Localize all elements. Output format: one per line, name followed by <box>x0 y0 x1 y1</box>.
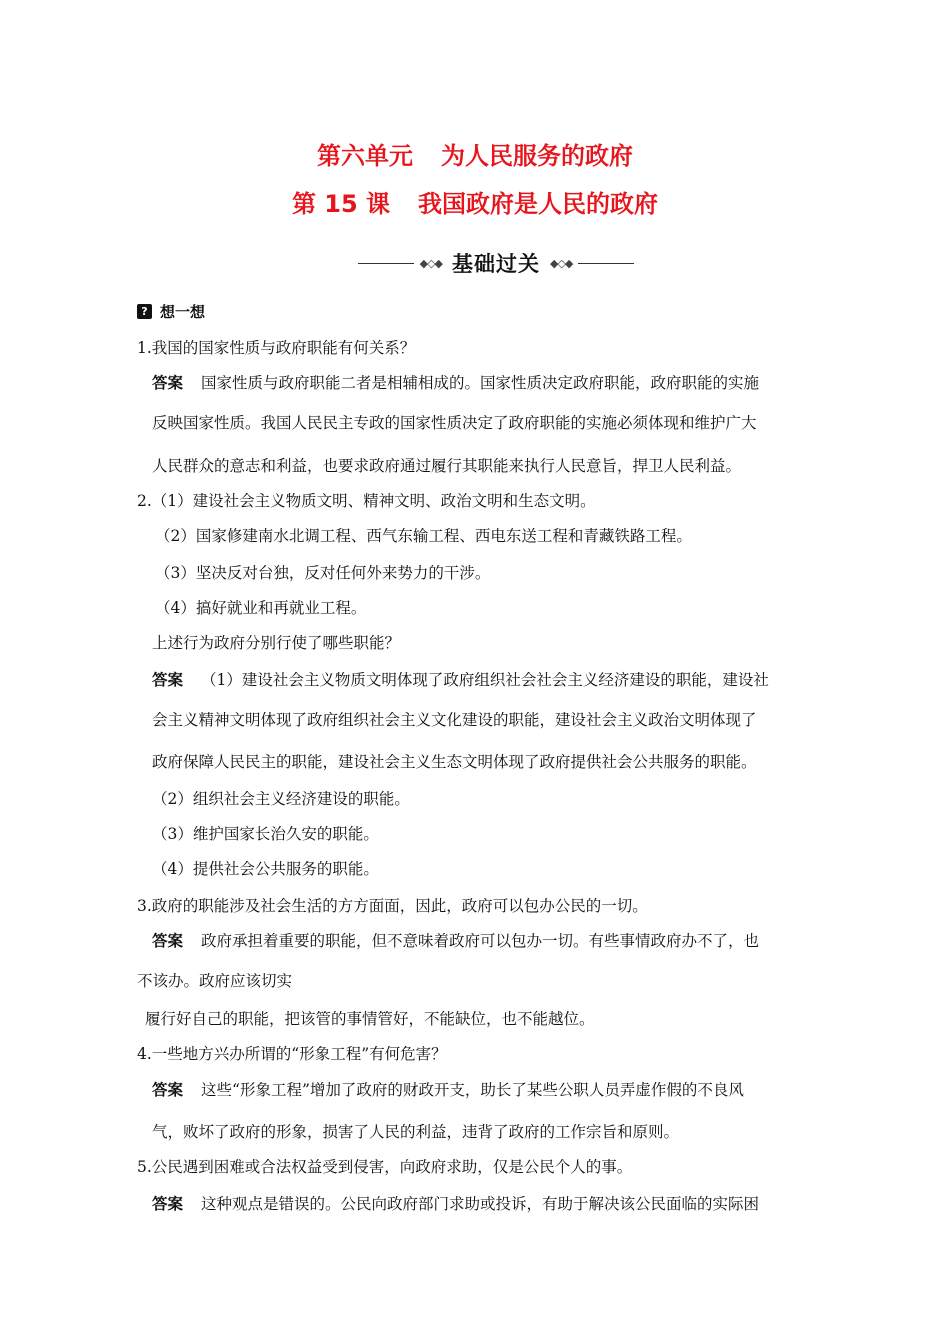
answer-3-line-3: 履行好自己的职能，把该管的事情管好，不能缺位，也不能越位。 <box>145 1010 595 1028</box>
question-1: 1.我国的国家性质与政府职能有何关系？ <box>137 339 416 357</box>
answer-4-line-2: 气，败坏了政府的形象，损害了人民的利益，违背了政府的工作宗旨和原则。 <box>152 1123 680 1141</box>
answer-5-line-1: 答案 这种观点是错误的。公民向政府部门求助或投诉，有助于解决该公民面临的实际困 <box>152 1195 760 1213</box>
diamond-chain-icon: ◆◇◆ <box>550 256 573 270</box>
lesson-name: 我国政府是人民的政府 <box>418 190 659 218</box>
section-heading <box>137 301 205 322</box>
answer-2-line-6: （4）提供社会公共服务的职能。 <box>152 860 379 878</box>
answer-1-line-3: 人民群众的意志和利益，也要求政府通过履行其职能来执行人民意旨，捍卫人民利益。 <box>152 457 742 475</box>
answer-1-line-1: 答案 国家性质与政府职能二者是相辅相成的。国家性质决定政府职能，政府职能的实施 <box>152 374 760 392</box>
answer-3-line-2: 不该办。政府应该切实 <box>137 972 293 990</box>
lesson-number: 第 15 课 <box>291 190 391 218</box>
banner-title: 基础过关 <box>452 252 540 276</box>
question-mark-icon: ? <box>137 304 152 319</box>
question-2-item-3: （3）坚决反对台独，反对任何外来势力的干涉。 <box>155 564 491 582</box>
section-banner <box>318 248 674 278</box>
answer-2-line-1: 答案 （1）建设社会主义物质文明体现了政府组织社会社会主义经济建设的职能，建设社 <box>152 671 769 689</box>
answer-1-line-2: 反映国家性质。我国人民民主专政的国家性质决定了政府职能的实施必须体现和维护广大 <box>152 414 757 432</box>
lesson-title <box>0 184 950 219</box>
answer-3-line-1: 答案 政府承担着重要的职能，但不意味着政府可以包办一切。有些事情政府办不了，也 <box>152 932 760 950</box>
question-5: 5.公民遇到困难或合法权益受到侵害，向政府求助，仅是公民个人的事。 <box>137 1158 633 1176</box>
unit-name: 为人民服务的政府 <box>441 142 633 170</box>
answer-2-line-5: （3）维护国家长治久安的职能。 <box>152 825 379 843</box>
answer-2-line-2: 会主义精神文明体现了政府组织社会主义文化建设的职能，建设社会主义政治文明体现了 <box>152 711 757 729</box>
unit-number: 第六单元 <box>317 142 413 170</box>
question-3: 3.政府的职能涉及社会生活的方方面面，因此，政府可以包办公民的一切。 <box>137 897 648 915</box>
unit-title <box>0 136 950 171</box>
answer-label: 答案 <box>152 671 184 689</box>
answer-2-line-3: 政府保障人民民主的职能，建设社会主义生态文明体现了政府提供社会公共服务的职能。 <box>152 753 757 771</box>
divider-right <box>578 263 634 264</box>
section-title: 想一想 <box>160 303 206 321</box>
question-2-prompt: 上述行为政府分别行使了哪些职能？ <box>152 634 401 652</box>
question-4: 4.一些地方兴办所谓的“形象工程”有何危害？ <box>137 1045 447 1063</box>
answer-2-line-4: （2）组织社会主义经济建设的职能。 <box>152 790 410 808</box>
answer-label: 答案 <box>152 1081 184 1099</box>
answer-4-line-1: 答案 这些“形象工程”增加了政府的财政开支，助长了某些公职人员弄虚作假的不良风 <box>152 1081 744 1099</box>
diamond-chain-icon: ◆◇◆ <box>419 256 442 270</box>
answer-label: 答案 <box>152 932 184 950</box>
answer-label: 答案 <box>152 374 184 392</box>
question-2-item-1: 2.（1）建设社会主义物质文明、精神文明、政治文明和生态文明。 <box>137 492 596 510</box>
question-2-item-4: （4）搞好就业和再就业工程。 <box>155 599 367 617</box>
question-2-item-2: （2）国家修建南水北调工程、西气东输工程、西电东送工程和青藏铁路工程。 <box>155 527 692 545</box>
divider-left <box>358 263 414 264</box>
answer-label: 答案 <box>152 1195 184 1213</box>
